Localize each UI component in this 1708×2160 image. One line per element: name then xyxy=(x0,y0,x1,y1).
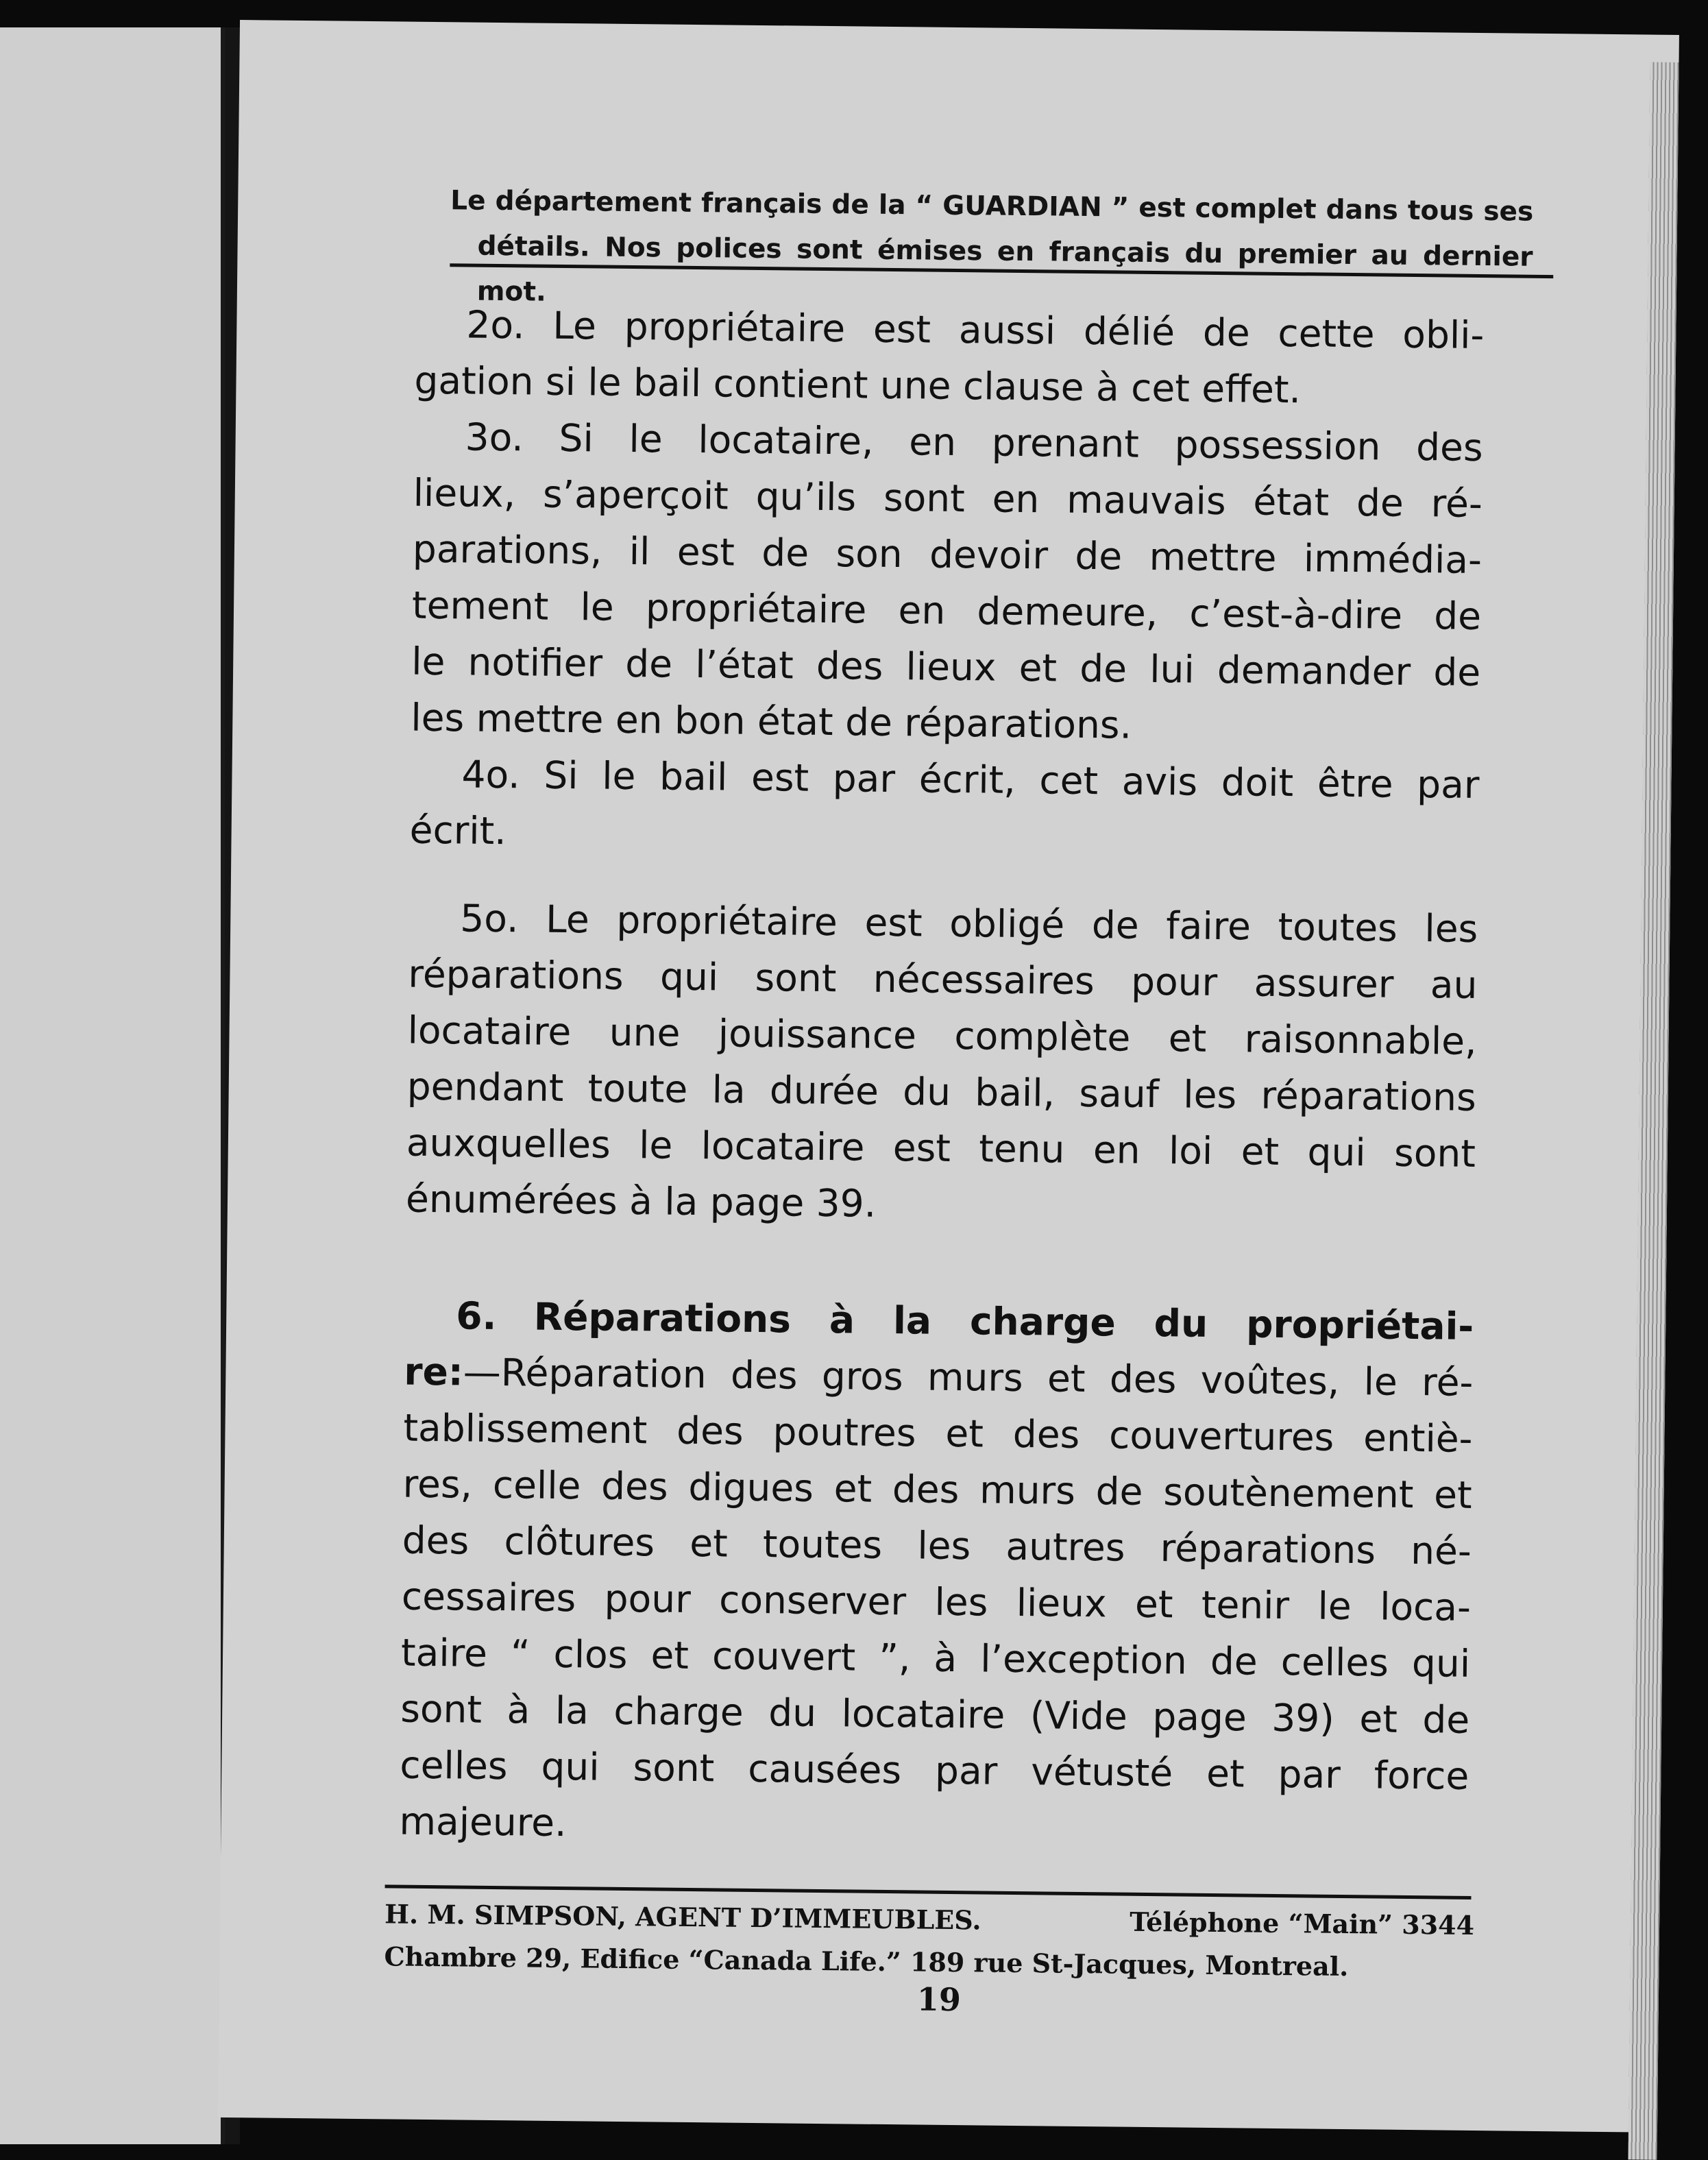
text-line: 4o. Si le bail est par écrit, cet avis doit être par xyxy=(461,752,1480,808)
text-line: 2o. Le propriétaire est aussi délié de cette obli- xyxy=(466,302,1485,358)
text-line: les mettre en bon état de réparations. xyxy=(411,695,1132,747)
paragraph-2o xyxy=(414,296,1485,420)
text-line: gation si le bail contient une clause à cet effet. xyxy=(414,358,1302,412)
notice-line: détails. Nos polices sont émises en français du premier au dernier mot. xyxy=(476,230,1533,308)
text-line: auxquelles le locataire est tenu en loi et qui sont xyxy=(406,1120,1476,1176)
agent-address: Chambre 29, Edifice “Canada Life.” 189 rue St-Jacques, Montreal. xyxy=(384,1941,1349,1982)
text-line: res, celle des digues et des murs de soutènement et xyxy=(402,1461,1472,1517)
text-line: sont à la charge du locataire (Vide page 39) et de xyxy=(400,1686,1470,1742)
section-title-end: re: xyxy=(404,1349,464,1394)
page-number: 19 xyxy=(916,1980,962,2019)
paragraph-5o xyxy=(406,890,1478,1238)
page-edge xyxy=(1628,62,1679,2160)
facing-page xyxy=(0,27,225,2144)
text-line: 3o. Si le locataire, en prenant possession des xyxy=(465,415,1483,470)
text-line: locataire une jouissance complète et raisonnable, xyxy=(407,1008,1477,1063)
text-line: parations, il est de son devoir de mettre immédia- xyxy=(412,526,1483,583)
text-line: pendant toute la durée du bail, sauf les réparations xyxy=(406,1064,1477,1119)
telephone: Téléphone “Main” 3344 xyxy=(1130,1906,1475,1941)
paragraph-4o xyxy=(409,746,1480,869)
agent-footer xyxy=(384,1893,1474,1989)
text-line: énumérées à la page 39. xyxy=(405,1176,877,1226)
text-line: taire “ clos et couvert ”, à l’exception de celles qui xyxy=(400,1630,1471,1686)
page-body xyxy=(399,296,1485,1860)
section-title: Réparations à la charge du propriétai- xyxy=(533,1294,1474,1348)
agent-name: H. M. SIMPSON, AGENT D’IMMEUBLES. xyxy=(384,1898,981,1936)
text-line: écrit. xyxy=(409,808,507,853)
text-line: majeure. xyxy=(399,1799,567,1845)
text-line: celles qui sont causées par vétusté et par force xyxy=(400,1743,1469,1798)
text-line: tablissement des poutres et des couvertures entiè- xyxy=(403,1405,1473,1461)
text-span: —Réparation des gros murs et des voûtes, le ré- xyxy=(463,1350,1474,1405)
text-line: tement le propriétaire en demeure, c’est-à-dire de xyxy=(411,583,1482,639)
section-6 xyxy=(399,1287,1474,1860)
text-line: 5o. Le propriétaire est obligé de faire toutes les xyxy=(460,896,1478,951)
text-line: le notifier de l’état des lieux et de lui demander de xyxy=(411,639,1481,695)
book-page xyxy=(218,20,1679,2133)
paragraph-3o xyxy=(411,409,1483,757)
notice-line: Le département français de la “ GUARDIAN ” est complet dans tous ses xyxy=(450,185,1534,228)
text-line: des clôtures et toutes les autres réparations né- xyxy=(402,1518,1472,1573)
text-line: lieux, s’aperçoit qu’ils sont en mauvais état de ré- xyxy=(413,470,1483,526)
section-number: 6. xyxy=(455,1294,497,1339)
text-line: cessaires pour conserver les lieux et tenir le loca- xyxy=(401,1574,1472,1629)
text-line: réparations qui sont nécessaires pour assurer au xyxy=(408,951,1478,1007)
